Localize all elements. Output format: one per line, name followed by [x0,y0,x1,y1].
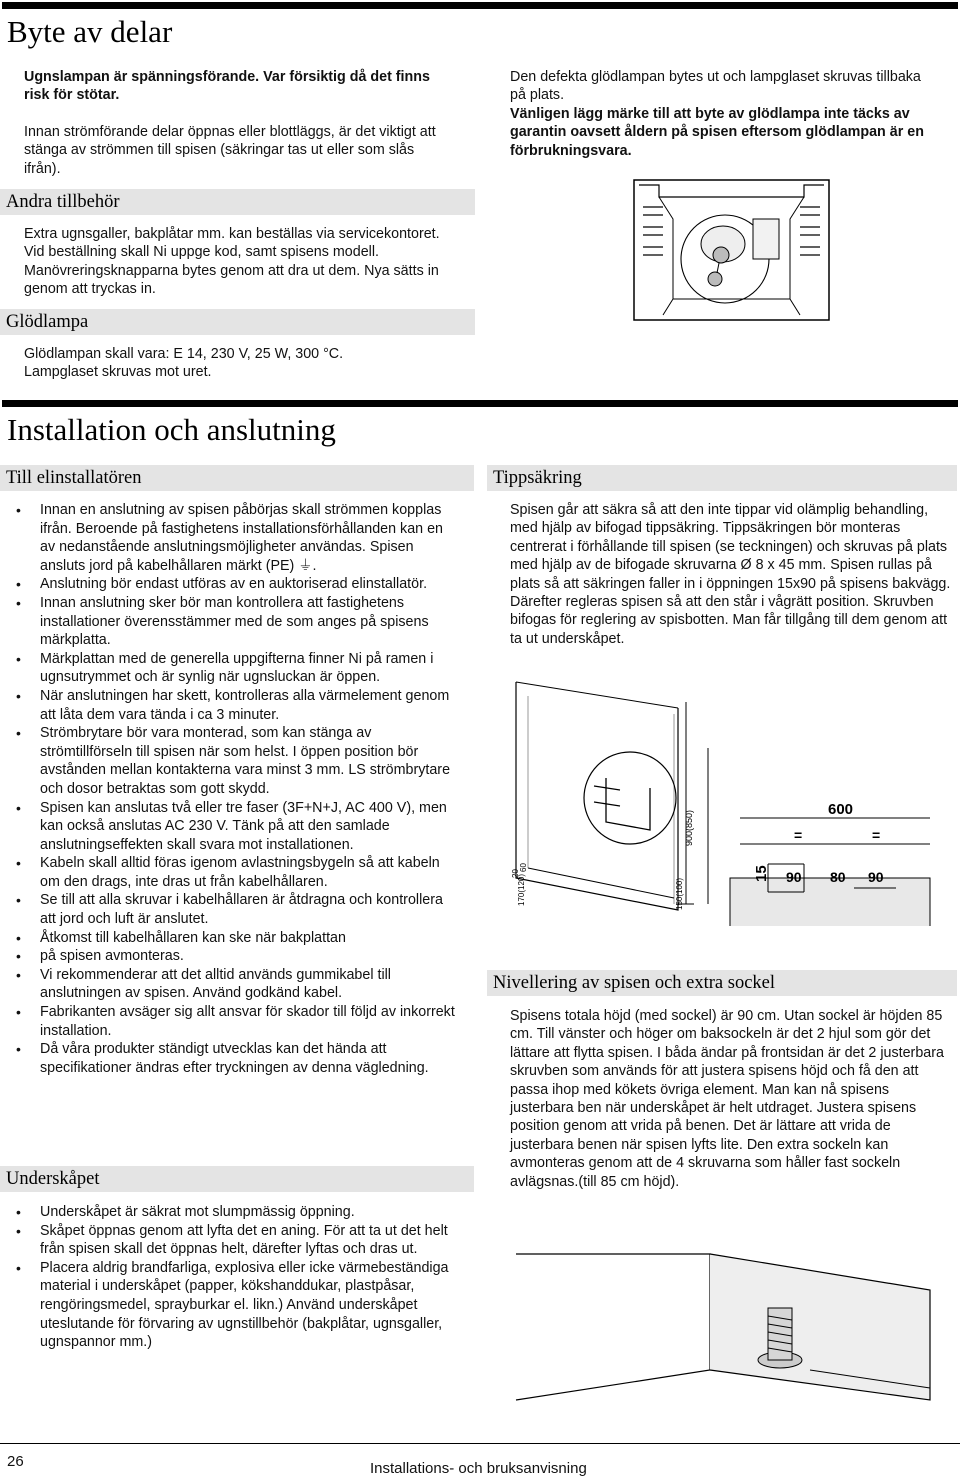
warranty-note: Vänligen lägg märke till att byte av glödlampa inte täcks av garantin oavsett åldern på spisen eftersom glödlampan är en förbrukningsvara. [510,106,924,159]
list-item: • När anslutningen har skett, kontrolleras alla värmelement genom att låta dem vara tända i ca 3 minuter. [10,687,462,724]
dim-15: 15 [753,865,770,882]
dim-170: 170(120) [517,873,526,906]
list-item: • Spisen kan anslutas två eller tre faser (3F+N+J, AC 400 V), men kan också anslutas AC 230 V. Tänk på att den samlade anslutningseffekten skall svara mot installationen. [10,799,462,855]
list-item: • Då våra produkter ständigt utvecklas kan det hända att specifikationer ändras efter tryckningen av denna vägledning. [10,1040,462,1077]
subheading-glodlampa: Glödlampa [0,309,475,335]
warning-text: Ugnslampan är spänningsförande. Var försiktig då det finns risk för stötar. [24,69,430,104]
dim-150: 150(100) [675,877,684,910]
dim-900: 900(850) [684,809,694,846]
list-item: • Innan anslutning sker bör man kontrollera att fastighetens installationer överensstämmer med de som anges på spisens märkplatta. [10,594,462,650]
install-rule [2,400,958,407]
tip-protection-diagram [510,678,938,926]
tippsakring-text: Spisen går att säkra så att den inte tippar vid olämplig behandling, med hjälp av bifogad tippsäkring. Tippsäkringen bör monteras centrerat i förhållande till spisen (se teckningen) och skruvas på plats med hjälp av de bifogade skruvarna Ø 8 x 45 mm. Spisen rullas på plats så att säkringen faller in i öppningen 15x90 på spisens bakvägg. Därefter regleras spisen så att den står i vågrätt position. Skruvben bifogas för reglering av spisbotten. Man får tillgång till dem genom att ta ut underskåpet. [510,502,951,647]
dim-60: 60 [519,863,528,872]
document-title: Installations- och bruksanvisning [370,1460,587,1477]
subheading-tippsakring: Tippsäkring [487,465,957,491]
dim-90-right: 90 [868,869,884,885]
glodlampa-text: Glödlampan skall vara: E 14, 230 V, 25 W, 300 °C. Lampglaset skruvas mot uret. [24,346,344,381]
dim-eq-right: = [872,827,881,843]
list-item: • Se till att alla skruvar i kabelhållaren är åtdragna och kontrollera att jord och luft är anslutet. [10,891,462,928]
page-number: 26 [7,1453,24,1470]
list-item: • Åtkomst till kabelhållaren kan ske när bakplattan [10,929,462,948]
oven-lamp-illustration [633,179,830,321]
section-title-byte: Byte av delar [7,14,173,49]
subheading-elinstallatoren: Till elinstallatören [0,465,474,491]
dim-80: 80 [830,869,846,885]
elinstallator-list [10,501,462,1077]
dim-eq-left: = [794,827,803,843]
top-rule [2,2,958,9]
intro-text: Innan strömförande delar öppnas eller blottläggs, är det viktigt att stänga av strömmen till spisen (säkringar tas ut eller som slås ifrån). [24,124,436,177]
list-item: • Fabrikanten avsäger sig allt ansvar för skador till följd av inkorrekt installation. [10,1003,462,1040]
list-item: • Kabeln skall alltid föras igenom avlastningsbygeln så att kabeln om den drags, inte dras ut från kabelhållaren. [10,854,462,891]
adjustable-foot-illustration [510,1250,938,1404]
list-item: • Underskåpet är säkrat mot slumpmässig öppning. [10,1203,468,1222]
list-item: • Innan en anslutning av spisen påbörjas skall strömmen kopplas ifrån. Beroende på fastighetens installationsförhållanden kan en av nedanstående anslutningsmöjligheter användas. Spisen ansluts jord på kabelhållaren märkt (PE) ⏚. [10,501,462,575]
footer-rule [0,1443,960,1444]
list-item: • Märkplattan med de generella uppgifterna finner Ni på ramen i ugnsutrymmet och är synlig när ugnsluckan är öppen. [10,650,462,687]
section-title-install: Installation och anslutning [7,412,336,447]
lamp-replace-text: Den defekta glödlampan bytes ut och lampglaset skruvas tillbaka på plats. [510,69,921,104]
list-item: • på spisen avmonteras. [10,947,462,966]
subheading-andra-tillbehor: Andra tillbehör [0,189,475,215]
list-item: • Vi rekommenderar att det alltid används gummikabel till anslutningen av spisen. Använd godkänd kabel. [10,966,462,1003]
list-item: • Strömbrytare bör vara monterad, som kan stänga av strömtillförseln till spisen när som helst. I öppen position bör avstånden mellan kontakterna vara minst 3 mm. LS strömbrytare och dosor betraktas som gott skydd. [10,724,462,798]
subheading-nivellering: Nivellering av spisen och extra sockel [487,970,957,996]
underskapet-list [10,1203,468,1352]
andra-tillbehor-text: Extra ugnsgaller, bakplåtar mm. kan beställas via servicekontoret. Vid beställning skall Ni uppge kod, samt spisens modell. Manövreringsknapparna bytes genom att dra ut dem. Nya sätts in genom att tryckas in. [24,226,440,298]
dim-600: 600 [828,801,854,818]
nivellering-text: Spisens totala höjd (med sockel) är 90 cm. Utan sockel är höjden 85 cm. Till vänster och höger om baksockeln är det 2 hjul som gör det lättare att flytta spisen. I båda ändar på frontsidan är det 2 justerbara skruvben som används för att justera spisens höjd och få den att passa ihop med kökets övriga element. Man kan nå spisens justerbara ben när underskåpet är helt utdraget. Justera spisens position genom att vrida på benen. Det är lättare att vrida de justerbara benen när spisen lyfts lite. Den extra sockeln kan avmonteras genom att de 4 skruvarna som håller fast sockeln avlägsnas.(till 85 cm höjd). [510,1008,944,1190]
list-item: • Anslutning bör endast utföras av en auktoriserad elinstallatör. [10,575,462,594]
dim-90-left: 90 [786,869,802,885]
list-item: • Skåpet öppnas genom att lyfta det en aning. För att ta ut det helt från spisen skall det öppnas helt, därefter lyftas och dras ut. [10,1222,468,1259]
subheading-underskapet: Underskåpet [0,1166,474,1192]
dim-20: 20 [511,869,520,878]
list-item: • Placera aldrig brandfarliga, explosiva eller icke värmebeständiga material i underskåpet (papper, kökshanddukar, plastpåsar, rengöringsmedel, sprayburkar el. likn.) Använd underskåpet uteslutande för förvaring av ugnstillbehör (bakplåtar, ugnsgaller, ugnspannor mm.) [10,1259,468,1352]
